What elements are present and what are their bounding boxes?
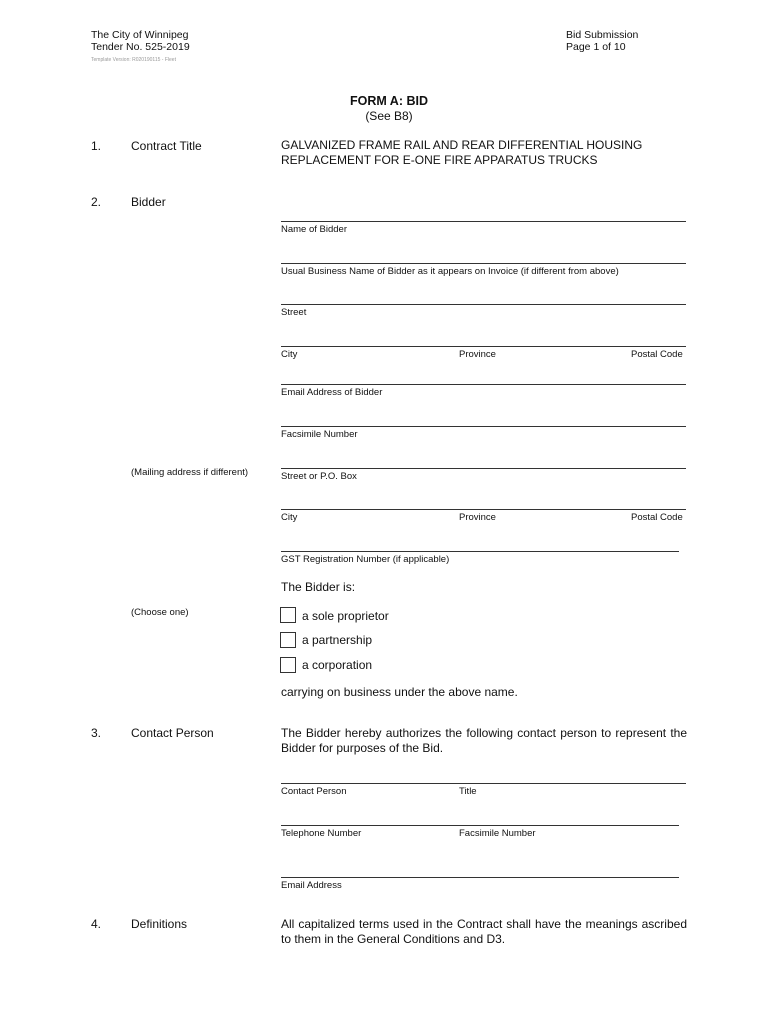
contact-email-field[interactable] [281,877,679,878]
header-organization: The City of Winnipeg [91,29,189,41]
gst-number-field[interactable] [281,551,679,552]
bidder-fax-caption: Facsimile Number [281,429,358,440]
bidder-name-field[interactable] [281,221,686,222]
bidder-is-label: The Bidder is: [281,580,356,594]
section-1-number: 1. [91,139,102,153]
postal-code-caption: Postal Code [631,349,683,360]
contact-phone-caption: Telephone Number [281,828,362,839]
section-3-label: Contact Person [131,726,214,740]
sole-proprietor-label: a sole proprietor [302,609,389,623]
header-doc-type: Bid Submission [566,29,639,41]
section-4-label: Definitions [131,917,188,931]
street-caption: Street [281,307,307,318]
section-4-number: 4. [91,917,102,931]
mailing-street-field[interactable] [281,468,686,469]
partnership-label: a partnership [302,633,373,647]
mailing-address-label: (Mailing address if different) [131,467,249,478]
street-field[interactable] [281,304,686,305]
bidder-fax-field[interactable] [281,426,686,427]
sole-proprietor-checkbox[interactable] [280,607,296,623]
contact-title-caption: Title [459,786,477,797]
contact-person-title-field[interactable] [281,783,686,784]
carrying-on-business-text: carrying on business under the above name. [281,685,518,699]
form-subtitle: (See B8) [365,109,413,123]
header-tender-number: Tender No. 525-2019 [91,41,190,53]
city-caption: City [281,349,298,360]
section-3-number: 3. [91,726,102,740]
business-name-field[interactable] [281,263,686,264]
section-2-number: 2. [91,195,102,209]
contact-fax-caption: Facsimile Number [459,828,536,839]
contact-person-caption: Contact Person [281,786,347,797]
contact-email-caption: Email Address [281,880,342,891]
contact-authorization-text: The Bidder hereby authorizes the following contact person to represent the Bidder for purposes of the Bid. [281,726,687,755]
city-province-postal-field[interactable] [281,346,686,347]
corporation-checkbox[interactable] [280,657,296,673]
bidder-email-field[interactable] [281,384,686,385]
mailing-street-caption: Street or P.O. Box [281,471,357,482]
province-caption: Province [459,349,496,360]
definitions-text: All capitalized terms used in the Contract shall have the meanings ascribed to them in the General Conditions and D3. [281,917,687,946]
mailing-province-caption: Province [459,512,496,523]
bidder-name-caption: Name of Bidder [281,224,348,235]
header-template-version: Template Version: R020190115 - Fleet [91,57,176,63]
form-title: FORM A: BID [350,94,428,108]
mailing-postal-code-caption: Postal Code [631,512,683,523]
section-2-label: Bidder [131,195,166,209]
gst-number-caption: GST Registration Number (if applicable) [281,554,450,565]
mailing-city-caption: City [281,512,298,523]
contract-title-line2: REPLACEMENT FOR E-ONE FIRE APPARATUS TRUCKS [281,153,598,167]
business-name-caption: Usual Business Name of Bidder as it appears on Invoice (if different from above) [281,266,619,277]
mailing-city-province-postal-field[interactable] [281,509,686,510]
contact-phone-fax-field[interactable] [281,825,679,826]
corporation-label: a corporation [302,658,373,672]
section-1-label: Contract Title [131,139,202,153]
partnership-checkbox[interactable] [280,632,296,648]
choose-one-label: (Choose one) [131,607,189,618]
bidder-email-caption: Email Address of Bidder [281,387,383,398]
contract-title-line1: GALVANIZED FRAME RAIL AND REAR DIFFERENTIAL HOUSING [281,138,643,152]
header-page-number: Page 1 of 10 [566,41,626,53]
